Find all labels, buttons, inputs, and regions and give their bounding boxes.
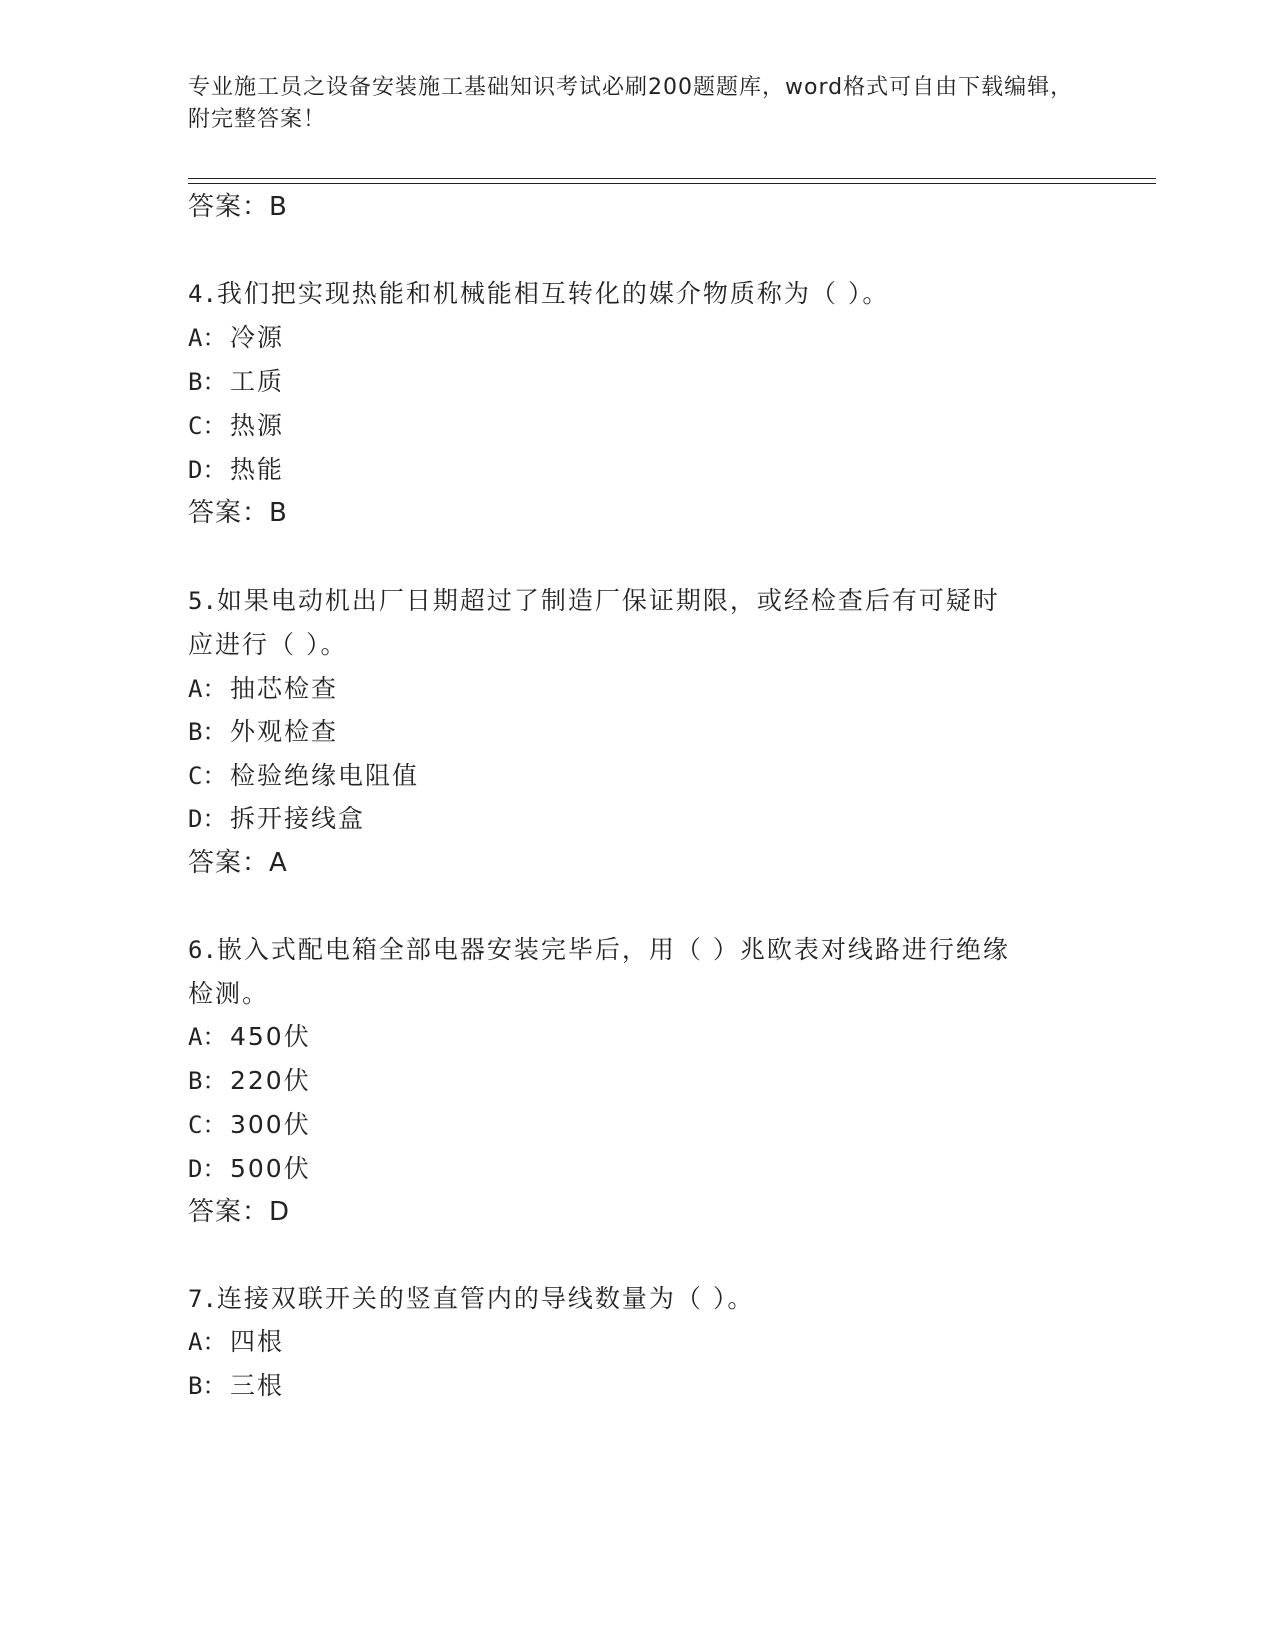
option-text: 三根 [230,1371,285,1400]
question-4-option-b [188,366,284,398]
question-4-option-a [188,322,284,354]
option-text: 热能 [230,455,285,484]
answer-prev: 答案：B [188,192,288,222]
question-5-option-d [188,803,365,835]
option-text: 检验绝缘电阻值 [230,761,420,790]
option-key: A： [188,675,227,703]
question-7-text [188,1283,754,1315]
option-text: 500伏 [230,1154,311,1183]
option-key: C： [188,412,227,440]
option-key: B： [188,1067,227,1095]
question-5-text-line-2: 应进行（ ）。 [188,630,348,659]
question-stem-line: 连接双联开关的竖直管内的导线数量为（ ）。 [216,1284,755,1313]
option-key: D： [188,805,227,833]
option-key: B： [188,1372,227,1400]
question-6-text-line-2: 检测。 [188,979,270,1008]
question-6-option-c [188,1109,311,1141]
option-text: 工质 [230,367,285,396]
question-5-option-b [188,716,338,748]
question-5-option-a [188,673,338,705]
option-text: 冷源 [230,323,285,352]
question-number: 6. [188,936,217,964]
option-key: B： [188,368,227,396]
option-text: 抽芯检查 [230,674,339,703]
option-text: 450伏 [230,1022,311,1051]
option-key: C： [188,762,227,790]
option-key: D： [188,1155,227,1183]
option-key: B： [188,718,227,746]
document-header: 专业施工员之设备安装施工基础知识考试必刷200题题库，word格式可自由下载编辑，附完整答案！ [188,75,1074,132]
option-text: 220伏 [230,1066,311,1095]
question-stem-line: 嵌入式配电箱全部电器安装完毕后，用（ ）兆欧表对线路进行绝缘 [216,935,1010,964]
header-divider-bottom [188,183,1156,184]
question-6-option-b [188,1065,311,1097]
option-key: C： [188,1111,227,1139]
option-key: A： [188,324,227,352]
question-number: 7. [188,1285,217,1313]
question-4-option-c [188,410,284,442]
question-6-text-line-1 [188,934,1010,966]
question-6-answer: 答案：D [188,1197,291,1227]
option-text: 拆开接线盒 [230,804,366,833]
option-text: 四根 [230,1327,285,1356]
question-4-text [188,278,889,310]
option-text: 外观检查 [230,717,339,746]
question-stem-line: 如果电动机出厂日期超过了制造厂保证期限，或经检查后有可疑时 [216,586,1000,615]
question-6-option-d [188,1153,311,1185]
question-7-option-a [188,1326,284,1358]
question-4-option-d [188,454,284,486]
question-stem-line: 我们把实现热能和机械能相互转化的媒介物质称为（ ）。 [216,279,890,308]
question-5-answer: 答案：A [188,848,288,878]
option-text: 300伏 [230,1110,311,1139]
header-divider-top [188,178,1156,179]
question-number: 5. [188,587,217,615]
question-4-answer: 答案：B [188,498,288,528]
question-5-option-c [188,760,419,792]
question-5-text-line-1 [188,585,1000,617]
option-text: 热源 [230,411,285,440]
question-6-option-a [188,1021,311,1053]
option-key: A： [188,1023,227,1051]
option-key: A： [188,1328,227,1356]
question-7-option-b [188,1370,284,1402]
option-key: D： [188,456,227,484]
question-number: 4. [188,280,217,308]
